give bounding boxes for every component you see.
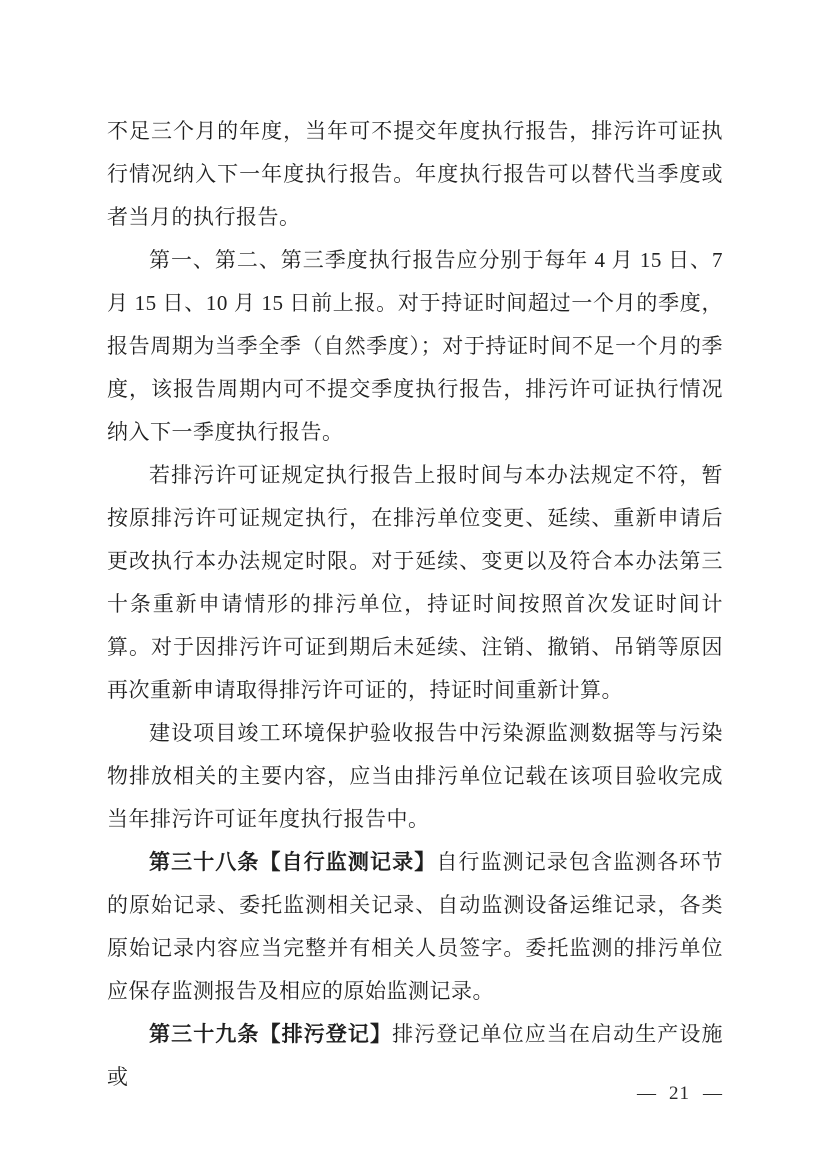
paragraph-article-39 xyxy=(107,1013,723,1099)
page-footer xyxy=(637,1083,722,1105)
paragraph-annual-report-continuation: 不足三个月的年度，当年可不提交年度执行报告，排污许可证执行情况纳入下一年度执行报告。年度执行报告可以替代当季度或者当月的执行报告。 xyxy=(107,119,723,229)
paragraph-article-38 xyxy=(107,841,723,1013)
page-number: 21 xyxy=(669,1083,690,1104)
article-39-heading: 第三十九条【排污登记】 xyxy=(149,1023,393,1046)
footer-left-dash: — xyxy=(637,1083,656,1104)
document-body xyxy=(107,110,723,1099)
paragraph-report-time-conflict: 若排污许可证规定执行报告上报时间与本办法规定不符，暂按原排污许可证规定执行，在排污单位变更、延续、重新申请后更改执行本办法规定时限。对于延续、变更以及符合本办法第三十条重新申请情形的排污单位，持证时间按照首次发证时间计算。对于因排污许可证到期后未延续、注销、撤销、吊销等原因再次重新申请取得排污许可证的，持证时间重新计算。 xyxy=(107,463,723,702)
paragraph-completion-acceptance-report: 建设项目竣工环境保护验收报告中污染源监测数据等与污染物排放相关的主要内容，应当由排污单位记载在该项目验收完成当年排污许可证年度执行报告中。 xyxy=(107,721,723,831)
article-38-text: 自行监测记录包含监测各环节的原始记录、委托监测相关记录、自动监测设备运维记录，各类原始记录内容应当完整并有相关人员签字。委托监测的排污单位应保存监测报告及相应的原始监测记录。 xyxy=(107,850,724,1003)
paragraph-quarterly-report-deadlines: 第一、第二、第三季度执行报告应分别于每年 4 月 15 日、7 月 15 日、10 月 15 日前上报。对于持证时间超过一个月的季度，报告周期为当季全季（自然季度）；对于持证时间不足一个月的季度，该报告周期内可不提交季度执行报告，排污许可证执行情况纳入下一季度执行报告。 xyxy=(107,248,723,444)
article-38-heading: 第三十八条【自行监测记录】 xyxy=(149,851,437,874)
article-39-text: 排污登记单位应当在启动生产设施或 xyxy=(107,1022,724,1089)
footer-right-dash: — xyxy=(703,1083,722,1104)
